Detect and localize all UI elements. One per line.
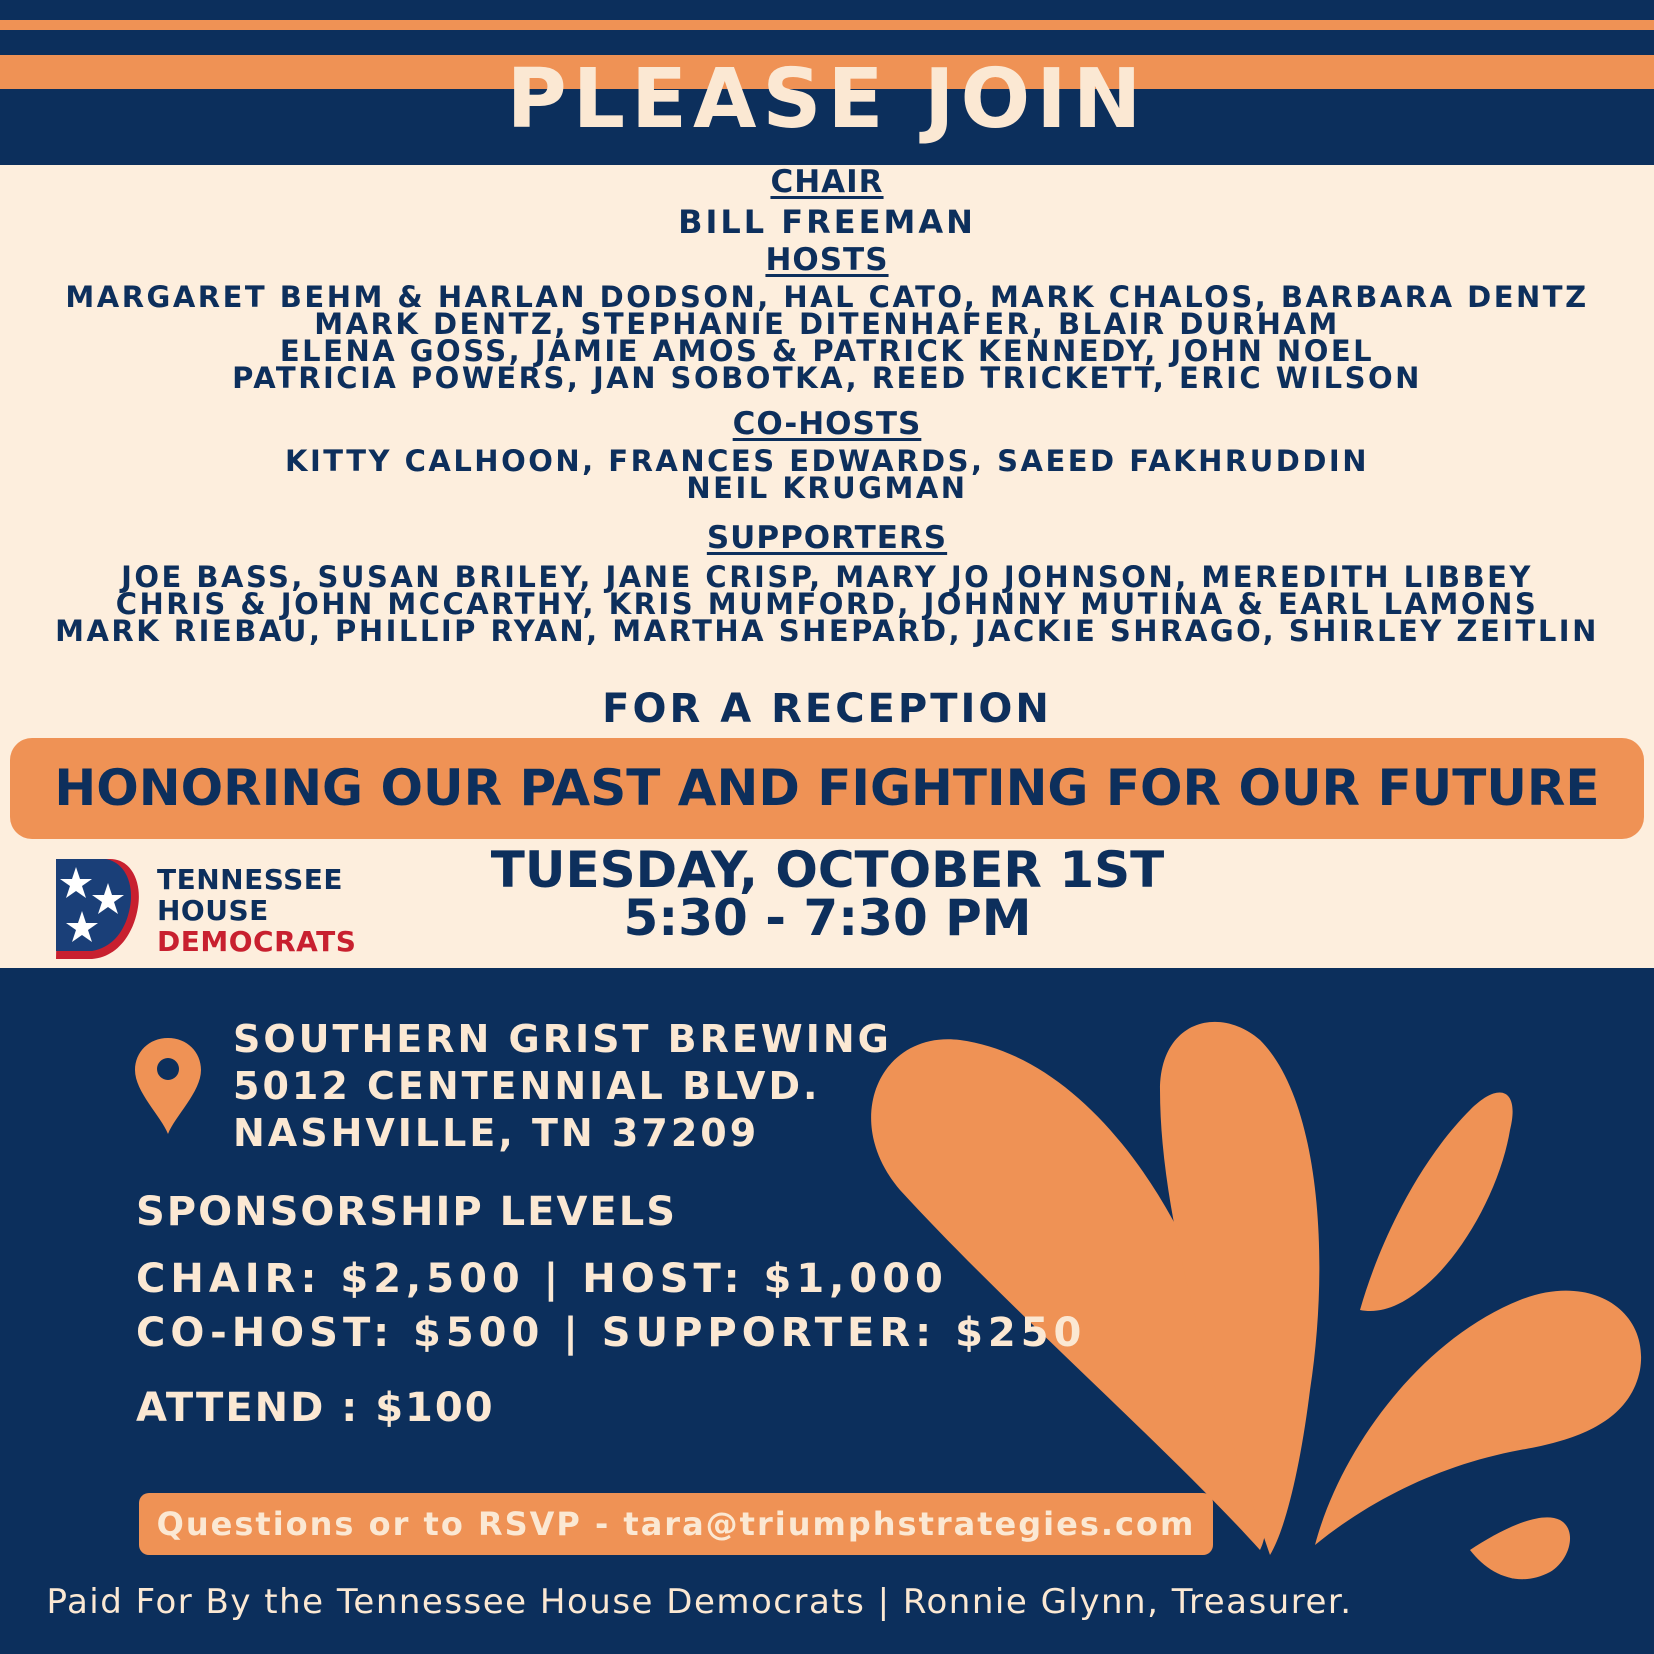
hosts-line: PATRICIA POWERS, JAN SOBOTKA, REED TRICKETT, ERIC WILSON — [232, 361, 1422, 395]
page-title: PLEASE JOIN — [506, 52, 1148, 147]
event-theme-banner — [10, 738, 1644, 839]
tennessee-tri-star-icon — [52, 855, 142, 961]
event-datetime — [420, 841, 1235, 947]
venue-city: NASHVILLE, TN 37209 — [233, 1111, 760, 1155]
map-pin-icon — [133, 1036, 203, 1136]
sponsorship-title: SPONSORSHIP LEVELS — [136, 1189, 678, 1235]
header-stripe-thin — [0, 20, 1654, 30]
supporters-label: SUPPORTERS — [706, 520, 948, 556]
cohosts-line: NEIL KRUGMAN — [686, 471, 968, 505]
paid-for-disclaimer: Paid For By the Tennessee House Democrats | Ronnie Glynn, Treasurer. — [46, 1582, 1353, 1622]
event-theme-text: HONORING OUR PAST AND FIGHTING FOR OUR FUTURE — [54, 759, 1600, 817]
names-section — [0, 160, 1654, 648]
venue-name: SOUTHERN GRIST BREWING — [233, 1017, 892, 1061]
supporters-line: MARK RIEBAU, PHILLIP RYAN, MARTHA SHEPARD, JACKIE SHRAGO, SHIRLEY ZEITLIN — [55, 614, 1599, 648]
logo-line-house: HOUSE — [157, 894, 269, 927]
event-date: TUESDAY, OCTOBER 1ST — [490, 841, 1165, 899]
hosts-line: ELENA GOSS, JAMIE AMOS & PATRICK KENNEDY, JOHN NOEL — [279, 334, 1375, 368]
event-time: 5:30 - 7:30 PM — [623, 889, 1032, 947]
logo-line-democrats: DEMOCRATS — [157, 925, 357, 958]
chair-label: CHAIR — [770, 164, 884, 200]
sponsorship-line: CO-HOST: $500 | SUPPORTER: $250 — [136, 1310, 1087, 1356]
supporters-line: JOE BASS, SUSAN BRILEY, JANE CRISP, MARY JO JOHNSON, MEREDITH LIBBEY — [121, 560, 1533, 594]
supporters-line: CHRIS & JOHN MCCARTHY, KRIS MUMFORD, JOHNNY MUTINA & EARL LAMONS — [115, 587, 1539, 621]
hosts-label: HOSTS — [765, 242, 889, 278]
logo-line-tennessee: TENNESSEE — [157, 863, 344, 896]
attend-price: ATTEND : $100 — [136, 1385, 495, 1431]
sponsorship-line: CHAIR: $2,500 | HOST: $1,000 — [136, 1256, 948, 1302]
rsvp-banner[interactable]: Questions or to RSVP - tara@triumphstrategies.com — [139, 1493, 1213, 1555]
reception-heading: FOR A RECEPTION — [602, 686, 1052, 732]
cohosts-label: CO-HOSTS — [732, 406, 922, 442]
header-band — [0, 0, 1654, 165]
chair-name: BILL FREEMAN — [678, 203, 976, 241]
party-logo-wordmark — [157, 864, 356, 957]
venue-address — [233, 1016, 892, 1157]
hosts-line: MARGARET BEHM & HARLAN DODSON, HAL CATO, MARK CHALOS, BARBARA DENTZ — [65, 280, 1589, 314]
hosts-line: MARK DENTZ, STEPHANIE DITENHAFER, BLAIR DURHAM — [314, 307, 1340, 341]
venue-street: 5012 CENTENNIAL BLVD. — [233, 1064, 821, 1108]
sponsorship-levels — [136, 1252, 1086, 1360]
cohosts-line: KITTY CALHOON, FRANCES EDWARDS, SAEED FAKHRUDDIN — [285, 444, 1369, 478]
